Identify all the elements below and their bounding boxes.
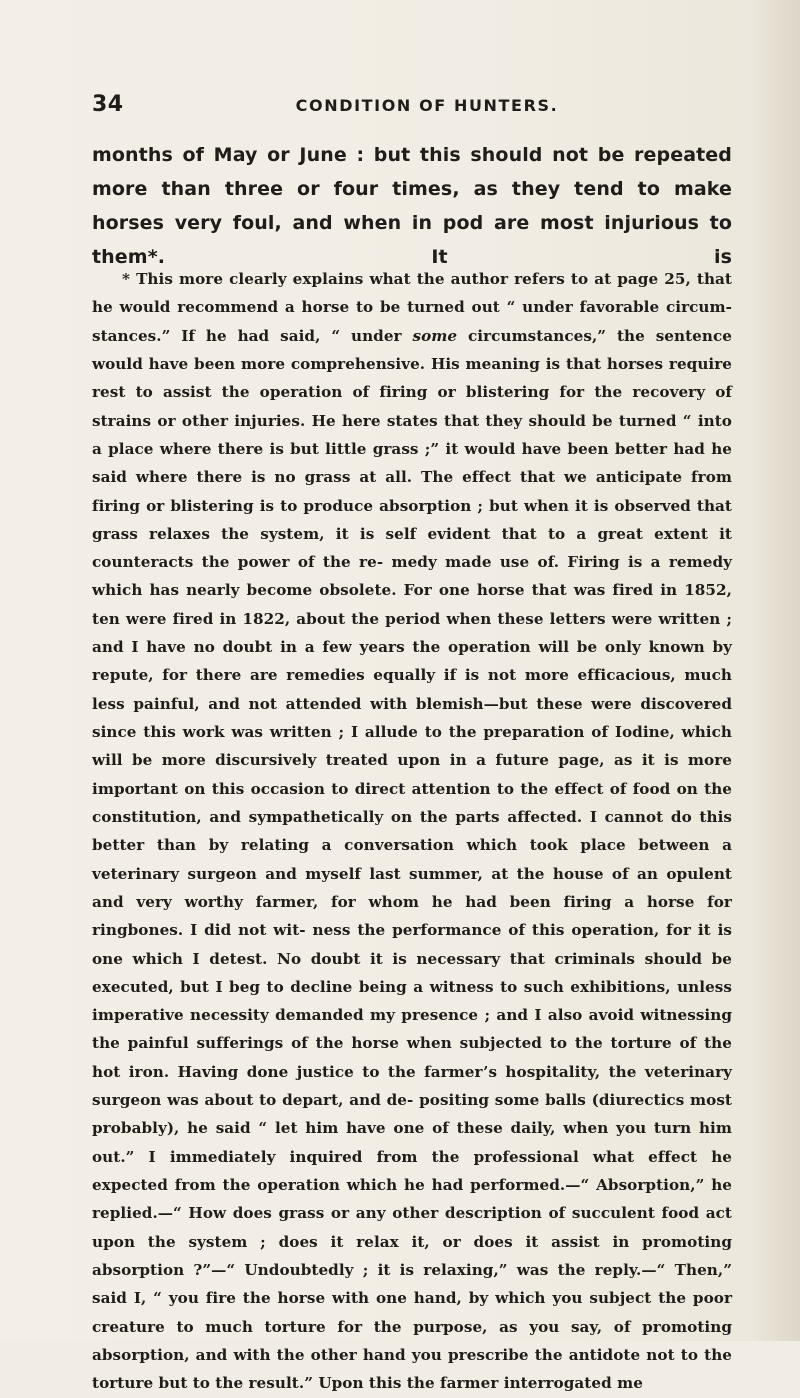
footnote-emphasis: some [412,326,458,345]
main-body-text: months of May or June : but this should not be repeated more than three or four times, as they tend to make horses very foul, and when in pod are most injurious to them*. It is [92,144,732,268]
running-head: CONDITION OF HUNTERS. [295,96,559,115]
footnote [92,265,732,1398]
page-number: 34 [92,92,124,117]
footnote-text-part1: * This more clearly explains what the author refers to at page 25, that he would recommend a horse to be turned out “ under favorable circum- stances.” If he had said, “ under [92,270,732,345]
footnote-text-part2: circumstances,” the sentence would have been more comprehensive. His meaning is that horses require rest to assist the operation of firing or blistering for the recovery of strains or other injuries. He here states that they should be turned “ into a place where there is but little grass ;” it would have been better had he said where there is no grass at all. The effect that we anticipate from firing or blistering is to produce absorption ; but when it is observed that grass relaxes the system, it is self evident that to a great extent it counteracts the power of the re- medy made use of. Firing is a remedy which has nearly become obsolete. For one horse that was fired in 1852, ten were fired in 1822, about the period when these letters were written ; and I have no doubt in a few years the operation will be only known by repute, for there are remedies equally if is not more efficacious, much less painful, and not attended with blemish—but these were discovered since this work was written ; I allude to the preparation of Iodine, which will be more discursively treated upon in a future page, as it is more important on this occasion to direct attention to the effect of food on the constitution, and sympathetically on the parts affected. I cannot do this better than by relating a conversation which took place between a veterinary surgeon and myself last summer, at the house of an opulent and very worthy farmer, for whom he had been firing a horse for ringbones. I did not wit- ness the performance of this operation, for it is one which I detest. No doubt it is necessary that criminals should be executed, but I beg to decline being a witness to such exhibitions, unless imperative necessity demanded my presence ; and I also avoid witnessing the painful sufferings of the horse when subjected to the torture of the hot iron. Having done justice to the farmer’s hospitality, the veterinary surgeon was about to depart, and de- positing some balls (diurectics most probably), he said “ let him have one of these daily, when you turn him out.” I immediately inquired from the professional what effect he expected from the operation which he had performed.—“ Absorption,” he replied.—“ How does grass or any other description of succulent food act upon the system ; does it relax it, or does it assist in promoting absorption ?”—“ Undoubtedly ; it is relaxing,” was the reply.—“ Then,” said I, “ you fire the horse with one hand, by which you subject the poor creature to much torture for the purpose, as you say, of promoting absorption, and with the other hand you prescribe the antidote not to the torture but to the result.” Upon this the farmer interrogated me [92,326,732,1393]
page-header [92,92,732,120]
